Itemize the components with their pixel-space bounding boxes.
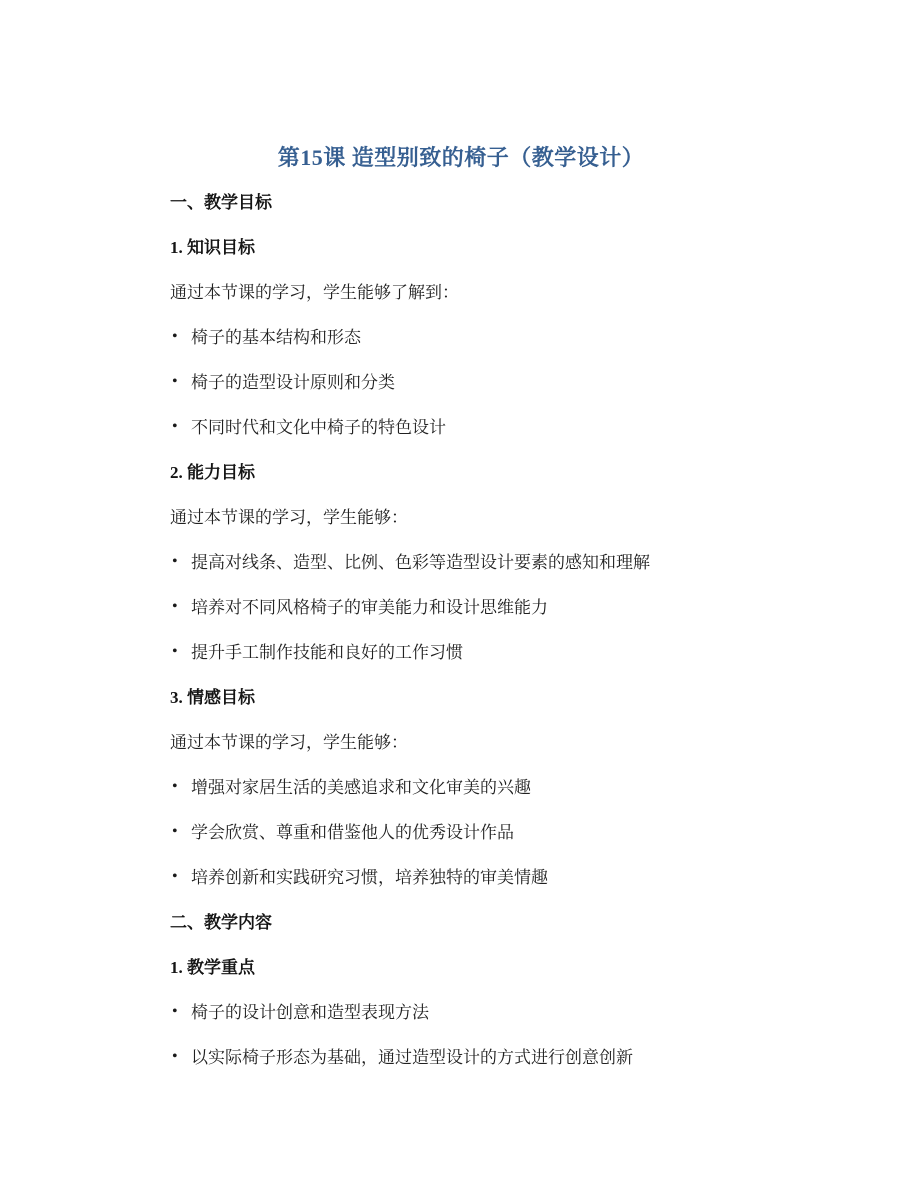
page-title: 第15课 造型别致的椅子（教学设计） bbox=[277, 145, 645, 170]
list-item: • 培养对不同风格椅子的审美能力和设计思维能力 bbox=[191, 597, 752, 619]
list-item: • 增强对家居生活的美感追求和文化审美的兴趣 bbox=[191, 777, 752, 799]
section-heading-teaching-content: 二、教学内容 bbox=[170, 913, 272, 932]
list-item: • 椅子的设计创意和造型表现方法 bbox=[191, 1002, 752, 1024]
subsection-heading-knowledge-objectives: 1. 知识目标 bbox=[170, 238, 255, 257]
list-item: • 提升手工制作技能和良好的工作习惯 bbox=[191, 642, 752, 664]
bullet-list-ability bbox=[170, 552, 752, 664]
paragraph-knowledge-intro: 通过本节课的学习，学生能够了解到： bbox=[170, 283, 459, 302]
section-heading-teaching-objectives: 一、教学目标 bbox=[170, 193, 272, 212]
subsection-heading-teaching-focus: 1. 教学重点 bbox=[170, 958, 255, 977]
paragraph-ability-intro: 通过本节课的学习，学生能够： bbox=[170, 508, 408, 527]
list-item: • 培养创新和实践研究习惯，培养独特的审美情趣 bbox=[191, 867, 752, 889]
subsection-heading-emotion-objectives: 3. 情感目标 bbox=[170, 688, 255, 707]
list-item: • 以实际椅子形态为基础，通过造型设计的方式进行创意创新 bbox=[191, 1047, 752, 1069]
list-item: • 椅子的造型设计原则和分类 bbox=[191, 372, 752, 394]
bullet-list-teaching-focus bbox=[170, 1002, 752, 1069]
list-item: • 提高对线条、造型、比例、色彩等造型设计要素的感知和理解 bbox=[191, 552, 752, 574]
list-item: • 椅子的基本结构和形态 bbox=[191, 327, 752, 349]
list-item: • 学会欣赏、尊重和借鉴他人的优秀设计作品 bbox=[191, 822, 752, 844]
subsection-heading-ability-objectives: 2. 能力目标 bbox=[170, 463, 255, 482]
bullet-list-emotion bbox=[170, 777, 752, 889]
list-item: • 不同时代和文化中椅子的特色设计 bbox=[191, 417, 752, 439]
paragraph-emotion-intro: 通过本节课的学习，学生能够： bbox=[170, 733, 408, 752]
bullet-list-knowledge bbox=[170, 327, 752, 439]
